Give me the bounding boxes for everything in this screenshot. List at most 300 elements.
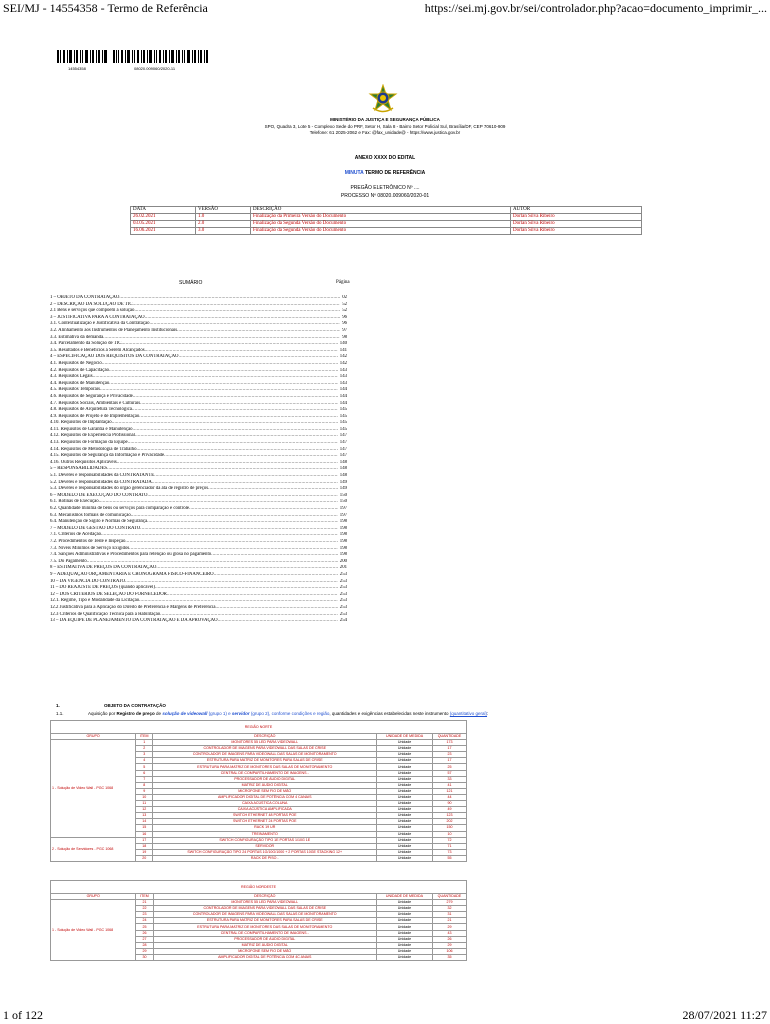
column-header: VERSÃO — [196, 207, 251, 214]
toc-entry-page: 198 — [339, 545, 347, 551]
toc-leader — [139, 598, 338, 605]
column-header: DATA — [131, 207, 196, 214]
toc-entry-page: 144 — [339, 400, 347, 406]
item-description: SWITCH ETHERNET 48 PORTAS POE — [153, 813, 377, 819]
item-description: PROCESSADOR DE ÁUDIO DIGITAL — [153, 776, 377, 782]
toc-leader — [215, 605, 337, 612]
item-number: 12 — [136, 807, 153, 813]
toc-leader — [109, 381, 338, 388]
toc-entry-title: 4 – ESPECIFICAÇÃO DOS REQUISITOS DA CONTRATAÇÃO — [50, 354, 179, 360]
version-description: Finalização da Segunda Versão do Documento — [251, 228, 511, 235]
toc-leader — [101, 532, 338, 539]
toc-entry — [50, 618, 347, 625]
item-number: 23 — [136, 912, 153, 918]
para-highlight: solução de videowall — [162, 711, 208, 716]
unit-of-measure: Unidade — [377, 813, 433, 819]
print-timestamp: 28/07/2021 11:27 — [682, 1008, 767, 1022]
summary-title: SUMÁRIO — [179, 280, 203, 286]
version-number: 3.0 — [196, 228, 251, 235]
pregao-number: PREGÃO ELETRÔNICO Nº .... — [350, 185, 420, 191]
toc-entry-page: 144 — [339, 387, 347, 393]
unit-of-measure: Unidade — [376, 954, 432, 960]
column-header: DESCRIÇÃO — [251, 207, 511, 214]
unit-of-measure: Unidade — [377, 807, 433, 813]
toc-entry-title: 2.1 Bens e serviços que compõem a solução — [50, 308, 135, 314]
region-title: REGIÃO NORTE — [51, 721, 467, 734]
item-description: RACK DE PISO - — [153, 855, 377, 861]
item-number: 15 — [136, 825, 153, 831]
item-number: 28 — [136, 942, 153, 948]
toc-leader — [177, 328, 340, 335]
column-header: ITEM — [136, 734, 153, 740]
para-highlight: (grupo 1) e — [207, 711, 232, 716]
toc-entry-page: 149 — [339, 486, 347, 492]
toc-entry-title: 3.1. Contextualização e Justificativa da Contratação — [50, 321, 150, 327]
toc-entry-page: 143 — [339, 374, 347, 380]
toc-entry-page: 142 — [339, 354, 347, 360]
toc-leader — [132, 407, 338, 414]
document-title-text: TERMO DE REFERÊNCIA — [363, 170, 426, 176]
toc-entry — [50, 407, 347, 414]
item-number: 8 — [136, 782, 153, 788]
item-description: ESTRUTURA PARA MATRIZ DE MONITORES DAS SALAS DE MONITORAMENTO — [153, 764, 377, 770]
toc-entry-title: 3 – JUSTIFICATIVA PARA A CONTRATAÇÃO — [50, 314, 145, 320]
toc-entry-page: 147 — [339, 453, 347, 459]
toc-entry-page: 52 — [342, 308, 347, 314]
unit-of-measure: Unidade — [376, 930, 432, 936]
column-header: ITEM — [136, 894, 153, 900]
toc-leader — [107, 466, 338, 473]
toc-entry-title: 3.3. Estimativa da demanda — [50, 334, 104, 340]
toc-entry-title: 7.4. Sanções Administrativas e Procedimentos para retenção ou glosa no pagamento — [50, 552, 212, 558]
item-description: PROCESSADOR DE ÁUDIO DIGITAL — [153, 936, 376, 942]
toc-entry-title: 11 – DO REAJUSTE DE PREÇOS (quando aplicável) — [50, 585, 155, 591]
item-number: 27 — [136, 936, 153, 942]
toc-entry-page: 148 — [339, 466, 347, 472]
item-description: AMPLIFICADOR DIGITAL DE POTÊNCIA COM 4C ANAIS — [153, 954, 376, 960]
item-description: MICROFONE SEM FIO DE MÃO — [153, 788, 377, 794]
page-count: 1 of 122 — [3, 1008, 43, 1022]
toc-leader — [156, 565, 337, 572]
toc-entry — [50, 361, 347, 368]
group-label: 1 - Solução de Video Wall - PGC 1068 — [51, 740, 136, 838]
para-highlight: servidor — [231, 711, 250, 716]
document-title — [200, 170, 570, 176]
section-1-title: OBJETO DA CONTRATAÇÃO — [104, 703, 166, 708]
barcode-label-process: 08020.009060/2020-11 — [134, 66, 176, 71]
item-description: MATRIZ DE ÁUDIO DIGITAL — [153, 782, 377, 788]
item-quantity: 31 — [432, 912, 466, 918]
toc-entry — [50, 401, 347, 408]
unit-of-measure: Unidade — [376, 918, 432, 924]
toc-entry-page: 197 — [339, 506, 347, 511]
item-description: MATRIZ DE ÁUDIO DIGITAL — [153, 942, 376, 948]
toc-leader — [179, 354, 338, 361]
para-highlight: (grupo 2), conforme condições e — [249, 711, 317, 716]
item-quantity: 26 — [432, 936, 466, 942]
toc-entry-page: 198 — [339, 519, 347, 525]
item-number: 21 — [136, 900, 153, 906]
toc-entry — [50, 321, 347, 328]
toc-leader — [160, 612, 338, 619]
item-quantity: 29 — [432, 924, 466, 930]
unit-of-measure: Unidade — [377, 837, 433, 843]
toc-leader — [119, 295, 340, 302]
toc-leader — [189, 506, 338, 513]
toc-entry-title: 6.4. Manutenção de Sigilo e Normas de Segurança — [50, 519, 148, 525]
table-row — [51, 900, 467, 906]
toc-entry — [50, 427, 347, 434]
toc-leader — [102, 361, 338, 368]
item-quantity: 10 — [433, 831, 467, 837]
toc-entry-title: 7.2. Procedimentos de Teste e Inspeção — [50, 538, 126, 544]
minuta-label: MINUTA — [344, 170, 364, 176]
toc-entry-title: 6.3. Mecanismos formais de comunicação — [50, 512, 131, 518]
toc-entry — [50, 374, 347, 381]
toc-entry-page: 145 — [339, 407, 347, 413]
table-row — [51, 837, 467, 843]
toc-entry — [50, 559, 347, 566]
unit-of-measure: Unidade — [377, 794, 433, 800]
item-quantity: 25 — [433, 764, 467, 770]
toc-entry-title: 7 – MODELO DE GESTÃO DO CONTRATO — [50, 525, 141, 531]
item-description: SERVIDOR — [153, 843, 377, 849]
item-quantity: 173 — [433, 740, 467, 746]
item-quantity: 29 — [432, 942, 466, 948]
toc-leader — [152, 480, 338, 487]
toc-leader — [121, 341, 337, 348]
barcode-label-document-id: 14554358 — [68, 66, 86, 71]
table-of-contents — [50, 295, 347, 625]
item-description: SWITCH ETHERNET 24 PORTAS POE — [153, 819, 377, 825]
toc-entry — [50, 532, 347, 539]
toc-entry — [50, 493, 347, 500]
item-description: CAIXA ACÚSTICA COLUNA — [153, 801, 377, 807]
para-bold: Registro de preço — [116, 711, 155, 716]
version-author: Dorlan Silva Ribeiro — [511, 221, 642, 228]
region-title-row — [51, 881, 467, 894]
coat-of-arms-icon — [368, 84, 398, 114]
version-row — [131, 228, 642, 235]
toc-entry-page: 02 — [342, 295, 347, 300]
toc-entry — [50, 506, 347, 513]
toc-leader — [125, 539, 337, 546]
item-number: 25 — [136, 924, 153, 930]
toc-entry-page: 150 — [339, 499, 347, 505]
toc-entry — [50, 499, 347, 506]
column-header: UNIDADE DE MEDIDA — [377, 734, 433, 740]
version-row — [131, 214, 642, 221]
toc-entry-page: 52 — [342, 301, 347, 307]
ministry-address: SPO, Quadra 3, Lote 5 - Complexo Sede do PRF, Setor H, Sala 8 - Bairro Setor Policial Sul, Brasília/DF, CEP 70610-909 — [264, 124, 506, 129]
unit-of-measure: Unidade — [377, 825, 433, 831]
toc-entry — [50, 348, 347, 355]
toc-entry-title: 3.4. Parcelamento da Solução de TIC — [50, 341, 122, 347]
toc-entry-title: 3.2. Alinhamento aos Instrumentos de Planejamento Institucionais — [50, 327, 178, 333]
toc-leader — [103, 335, 340, 342]
toc-leader — [154, 473, 338, 480]
toc-leader — [131, 513, 338, 520]
toc-entry — [50, 605, 347, 612]
toc-entry-title: 8 – ESTIMATIVA DE PREÇOS DA CONTRATAÇÃO — [50, 565, 157, 571]
version-date: 16.06.2021 — [131, 228, 196, 235]
toc-entry-page: 149 — [339, 479, 347, 485]
item-quantity: 41 — [433, 782, 467, 788]
toc-entry — [50, 328, 347, 335]
unit-of-measure: Unidade — [376, 924, 432, 930]
unit-of-measure: Unidade — [377, 831, 433, 837]
toc-entry-title: 7.5. Do Pagamento — [50, 558, 87, 564]
toc-entry — [50, 308, 347, 315]
item-number: 5 — [136, 764, 153, 770]
toc-entry — [50, 598, 347, 605]
item-number: 17 — [136, 837, 153, 843]
toc-entry — [50, 460, 347, 467]
toc-entry-page: 253 — [339, 591, 347, 597]
item-description: SWITCH CONFIGURAÇÃO TIPO 1E PORTAS 1/10G 1E — [153, 837, 377, 843]
column-header: DESCRIÇÃO — [153, 734, 377, 740]
item-description: CAIXA ACÚSTICA AMPLIFICADA — [153, 807, 377, 813]
unit-of-measure: Unidade — [376, 912, 432, 918]
unit-of-measure: Unidade — [376, 906, 432, 912]
toc-entry-title: 3.5. Resultados e Benefícios a Serem Alcançados — [50, 347, 145, 353]
item-number: 18 — [136, 843, 153, 849]
unit-of-measure: Unidade — [376, 936, 432, 942]
ministry-name: MINISTÉRIO DA JUSTIÇA E SEGURANÇA PÚBLICA — [330, 117, 440, 122]
toc-leader — [87, 559, 338, 566]
toc-leader — [150, 321, 341, 328]
toc-leader — [109, 368, 338, 375]
toc-entry-title: 6.1. Rotinas de Execução — [50, 499, 99, 505]
toc-entry — [50, 335, 347, 342]
toc-entry-page: 147 — [339, 446, 347, 452]
item-number: 4 — [136, 758, 153, 764]
para-highlight: região — [316, 711, 330, 716]
toc-leader — [218, 618, 338, 625]
item-number: 2 — [136, 746, 153, 752]
toc-entry-title: 12.1. Regime, Tipo e Modalidade da Licitação — [50, 598, 140, 604]
item-quantity: 49 — [433, 807, 467, 813]
toc-entry-title: 4.2. Requisitos de Capacitação — [50, 367, 110, 373]
toc-entry-title: 5.3. Deveres e responsabilidades do órgão gerenciador da ata de registro de preços — [50, 486, 209, 492]
section-1-number: 1. — [56, 703, 60, 708]
toc-leader — [147, 493, 337, 500]
toc-entry-title: 4.11. Requisitos de Garantia e Manutenção — [50, 426, 133, 432]
toc-entry-title: 7.1. Critérios de Aceitação — [50, 532, 102, 538]
toc-entry — [50, 381, 347, 388]
item-number: 16 — [136, 831, 153, 837]
toc-leader — [208, 486, 338, 493]
toc-entry — [50, 354, 347, 361]
barcode-process-number — [113, 50, 208, 63]
unit-of-measure: Unidade — [377, 782, 433, 788]
toc-entry-title: 9 – ADEQUAÇÃO ORÇAMENTÁRIA E CRONOGRAMA FÍSICO-FINANCEIRO — [50, 571, 214, 577]
toc-entry-page: 198 — [339, 532, 347, 538]
toc-entry-title: 6.2. Quantidade mínima de bens ou serviços para comparação e controle — [50, 506, 190, 511]
toc-entry-title: 10 – DA VIGÊNCIA DO CONTRATO — [50, 578, 126, 584]
toc-leader — [134, 308, 340, 315]
item-quantity: 55 — [433, 855, 467, 861]
toc-entry-page: 198 — [339, 538, 347, 544]
toc-entry-page: 253 — [339, 571, 347, 577]
barcode-document-id — [57, 50, 107, 63]
ministry-contact: Telefone: 61 2025-2062 e Fax: @fax_unidade@ - https://www.justica.gov.br — [309, 130, 461, 135]
item-quantity: 43 — [432, 930, 466, 936]
item-number: 10 — [136, 794, 153, 800]
toc-leader — [214, 572, 338, 579]
toc-leader — [147, 519, 338, 526]
toc-entry — [50, 466, 347, 473]
toc-entry-page: 145 — [339, 413, 347, 419]
region-norte-table — [50, 720, 467, 862]
toc-leader — [117, 460, 338, 467]
toc-leader — [129, 546, 338, 553]
toc-entry-page: 197 — [339, 512, 347, 518]
item-quantity: 44 — [433, 794, 467, 800]
toc-entry — [50, 612, 347, 619]
para-text: Aquisição por — [88, 711, 117, 716]
item-quantity: 32 — [432, 906, 466, 912]
toc-entry — [50, 579, 347, 586]
toc-leader — [133, 394, 338, 401]
toc-leader — [125, 579, 338, 586]
toc-entry — [50, 420, 347, 427]
toc-entry-page: 145 — [339, 420, 347, 426]
item-quantity: 123 — [433, 813, 467, 819]
toc-entry-title: 4.5. Requisitos Temporais — [50, 387, 100, 393]
toc-entry — [50, 585, 347, 592]
item-description: RACK 19 UR — [153, 825, 377, 831]
item-description: MONITORES 55 LED PARA VIDEOWALL — [153, 740, 377, 746]
item-description: CONTROLADOR DE IMAGENS PARA VIDEOWALL DAS SALAS DE CRISE — [153, 906, 376, 912]
item-number: 7 — [136, 776, 153, 782]
toc-entry-title: 4.3. Requisitos Legais — [50, 374, 93, 380]
toc-entry-page: 98 — [342, 334, 347, 340]
print-footer — [0, 1008, 770, 1024]
toc-entry — [50, 387, 347, 394]
unit-of-measure: Unidade — [377, 819, 433, 825]
toc-entry-page: 253 — [339, 578, 347, 584]
toc-entry-title: 4.13. Requisitos de Formação da Equipe — [50, 440, 128, 446]
item-number: 11 — [136, 801, 153, 807]
toc-entry — [50, 513, 347, 520]
toc-entry — [50, 572, 347, 579]
unit-of-measure: Unidade — [377, 740, 433, 746]
version-author: Dorlan Silva Ribeiro — [511, 214, 642, 221]
toc-entry — [50, 302, 347, 309]
toc-entry — [50, 539, 347, 546]
item-number: 6 — [136, 770, 153, 776]
item-quantity: 90 — [433, 801, 467, 807]
toc-entry — [50, 414, 347, 421]
toc-entry-page: 145 — [339, 426, 347, 432]
toc-entry-page: 253 — [339, 611, 347, 617]
unit-of-measure: Unidade — [376, 942, 432, 948]
region-title-row — [51, 721, 467, 734]
toc-leader — [145, 348, 338, 355]
toc-entry-page: 144 — [339, 393, 347, 399]
toc-leader — [139, 414, 338, 421]
toc-leader — [135, 433, 338, 440]
version-description: Finalização da Segunda Versão do Documento — [251, 221, 511, 228]
item-description: ESTRUTURA PARA MATRIZ DE MONITORES PARA SALAS DE CRISE — [153, 918, 376, 924]
toc-entry-page: 253 — [339, 598, 347, 604]
item-number: 30 — [136, 954, 153, 960]
item-description: CENTRAL DE COMPARTILHAMENTO DE IMAGENS - — [153, 770, 377, 776]
toc-entry-page: 253 — [339, 585, 347, 591]
column-header: DESCRIÇÃO — [153, 894, 376, 900]
unit-of-measure: Unidade — [377, 849, 433, 855]
item-quantity: 23 — [433, 752, 467, 758]
item-description: CONTROLADOR DE IMAGENS PARA VIDEOWALL DAS SALAS DE MONITORAMENTO — [153, 912, 376, 918]
toc-entry — [50, 519, 347, 526]
toc-entry-title: 7.3. Níveis Mínimos de Serviço Exigidos — [50, 545, 130, 551]
toc-entry-title: 12.2 Justificativa para a Aplicação do Direito de Preferência e Margens de Preferência — [50, 604, 216, 610]
toc-entry-page: 254 — [339, 618, 347, 624]
item-quantity: 21 — [432, 918, 466, 924]
toc-leader — [112, 420, 338, 427]
section-1-1-number: 1.1. — [56, 711, 64, 716]
toc-entry-page: 253 — [339, 604, 347, 610]
toc-entry-title: 5.1. Deveres e responsabilidades da CONTRATANTE — [50, 473, 155, 479]
toc-entry — [50, 592, 347, 599]
toc-entry-page: 97 — [342, 327, 347, 333]
toc-entry-page: 198 — [339, 525, 347, 531]
toc-entry-title: 2 – DESCRIÇÃO DA SOLUÇÃO DE TIC — [50, 301, 133, 307]
toc-entry — [50, 526, 347, 533]
toc-leader — [155, 585, 338, 592]
toc-leader — [93, 374, 338, 381]
table-row — [51, 740, 467, 746]
unit-of-measure: Unidade — [377, 855, 433, 861]
toc-leader — [167, 592, 338, 599]
unit-of-measure: Unidade — [377, 843, 433, 849]
item-description: SWITCH CONFIGURAÇÃO TIPO 24 PORTAS 1G/10G/1000 + 2 PORTAS 10GE STACKING 12+ — [153, 849, 377, 855]
item-quantity: 73 — [433, 849, 467, 855]
unit-of-measure: Unidade — [377, 746, 433, 752]
para-text: , quantidades e exigências estabelecidas neste instrumento — [329, 711, 450, 716]
item-number: 3 — [136, 752, 153, 758]
toc-entry-page: 150 — [339, 492, 347, 498]
version-header-row — [131, 207, 642, 214]
column-header: AUTOR — [511, 207, 642, 214]
para-text: de — [154, 711, 163, 716]
toc-leader — [140, 401, 338, 408]
toc-entry-page: 143 — [339, 367, 347, 373]
version-number: 1.0 — [196, 214, 251, 221]
unit-of-measure: Unidade — [377, 788, 433, 794]
group-label: 1 - Solução de Video Wall - PGC 1068 — [51, 900, 136, 961]
item-quantity: 17 — [433, 758, 467, 764]
toc-entry — [50, 440, 347, 447]
toc-leader — [136, 447, 337, 454]
unit-of-measure: Unidade — [377, 758, 433, 764]
item-description: MICROFONE SEM FIO DE MÃO — [153, 948, 376, 954]
item-description: TREINAMENTO — [153, 831, 377, 837]
column-header: GRUPO — [51, 734, 136, 740]
para-text: : — [487, 711, 489, 716]
toc-entry-title: 5 – RESPONSABILIDADES — [50, 466, 108, 472]
toc-entry-title: 4.9. Requisitos de Projeto e de Implementação — [50, 413, 140, 419]
item-quantity: 202 — [433, 819, 467, 825]
toc-entry-title: 4.6. Requisitos de Segurança e Privacidade — [50, 393, 133, 399]
toc-entry-title: 4.4. Requisitos de Manutenção — [50, 380, 110, 386]
toc-entry-title: 12.3 Critérios de Qualificação Técnica para a Habilitação — [50, 611, 161, 617]
version-number: 2.0 — [196, 221, 251, 228]
toc-entry — [50, 546, 347, 553]
item-description: MONITORES 55 LED PARA VIDEOWALL — [153, 900, 376, 906]
toc-entry-title: 12 – DOS CRITÉRIOS DE SELEÇÃO DO FORNECEDOR — [50, 591, 167, 597]
